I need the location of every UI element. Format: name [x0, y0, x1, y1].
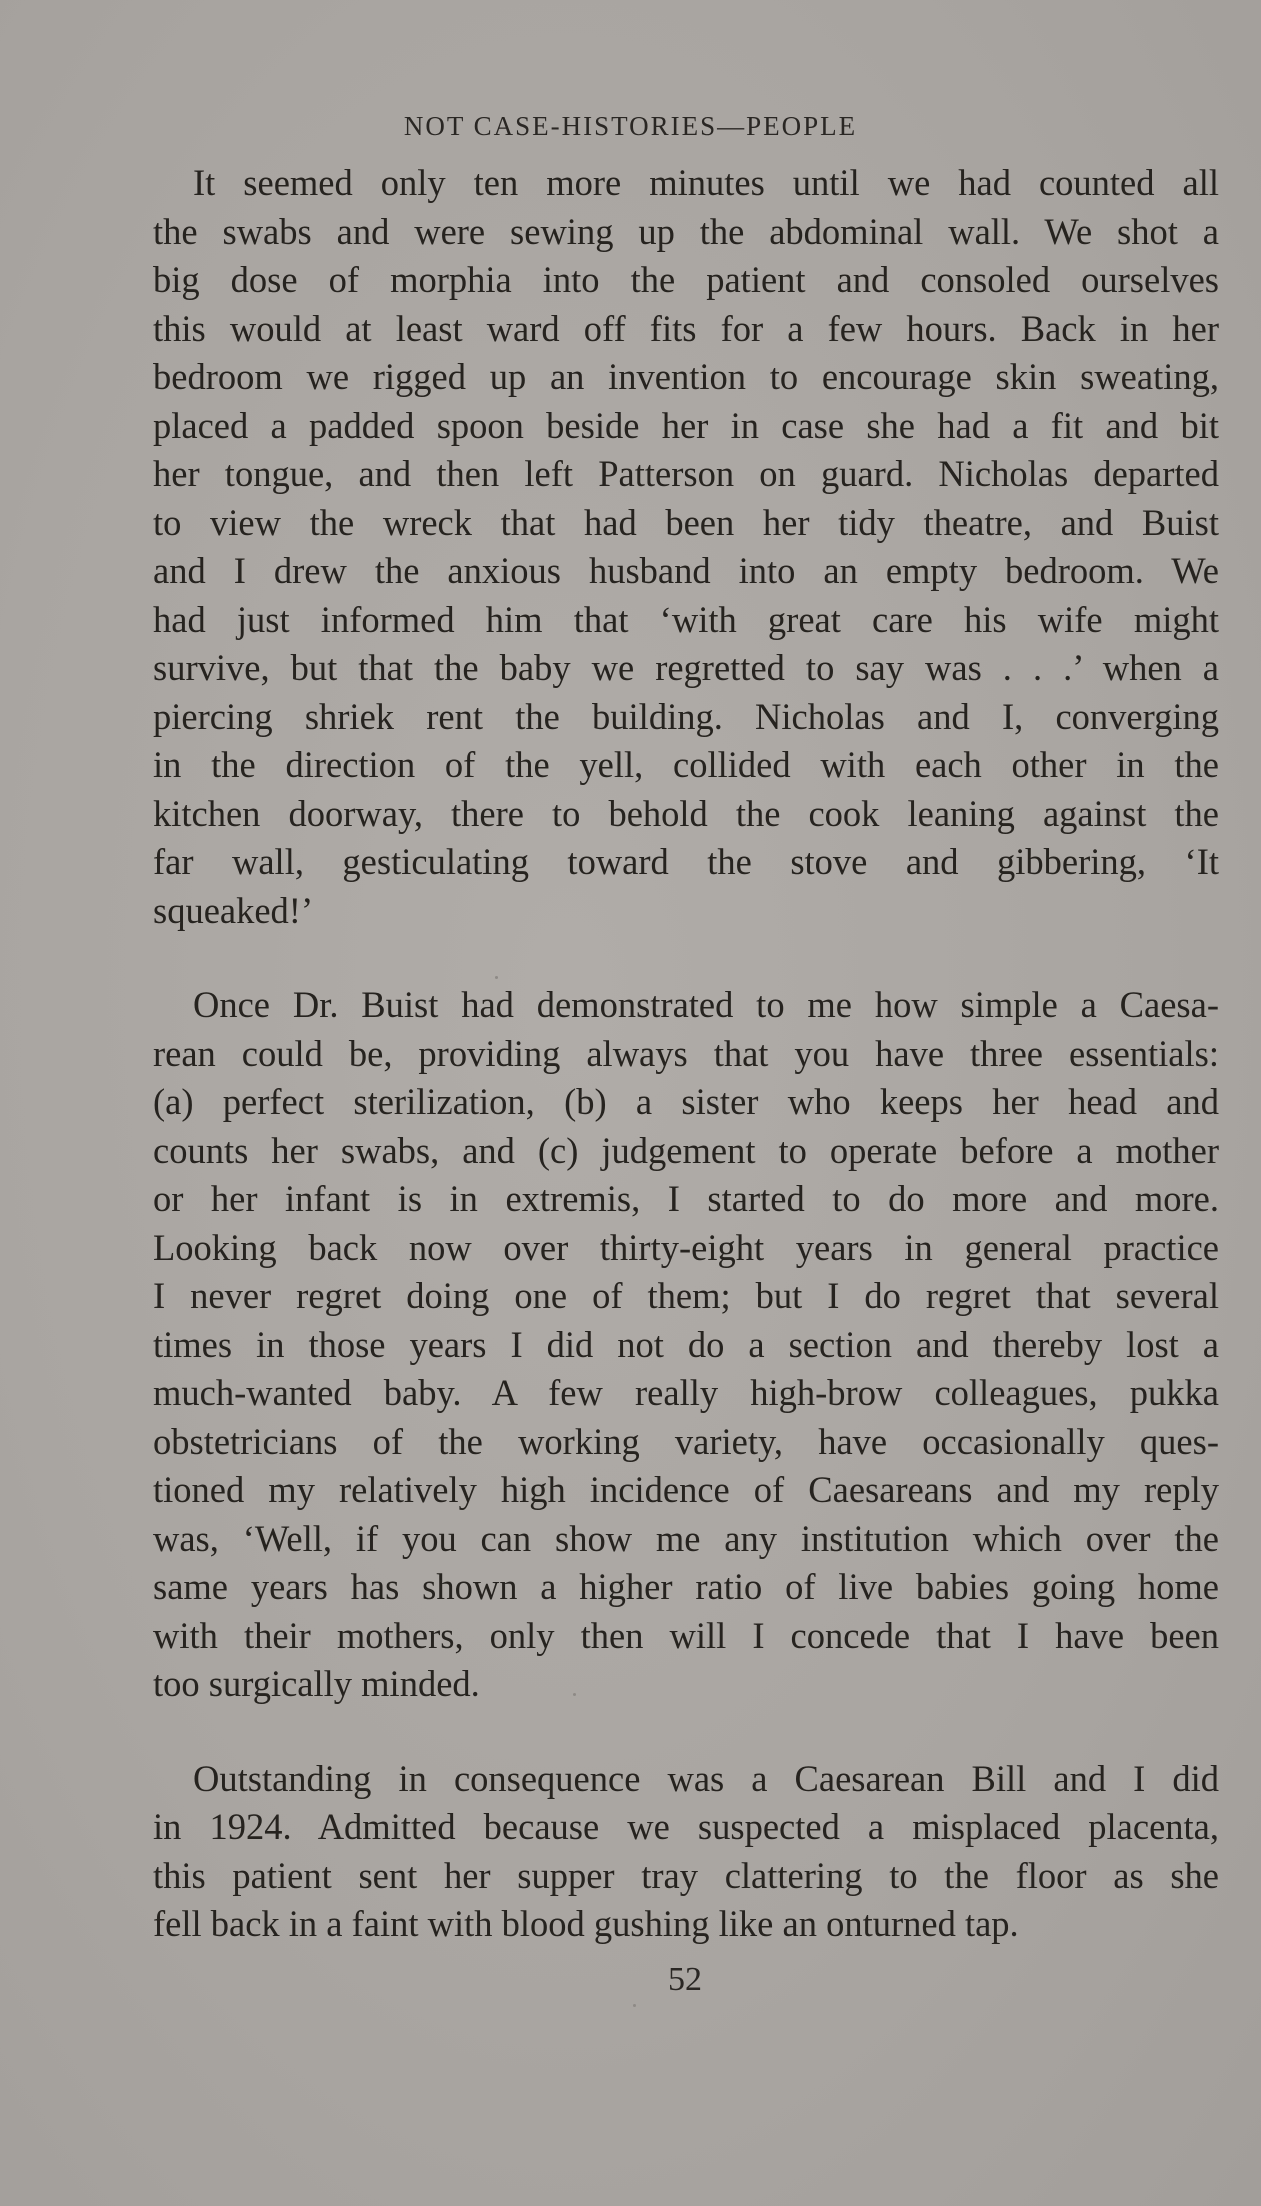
text-line: times in those years I did not do a section and thereby lost a: [153, 1323, 1219, 1365]
paragraph-3: [153, 1755, 1219, 1949]
text-line: obstetricians of the working variety, have occasionally ques-: [153, 1420, 1219, 1462]
paper-fleck: [495, 976, 498, 979]
text-line: or her infant is in extremis, I started to do more and more.: [153, 1178, 1219, 1219]
text-line: tioned my relatively high incidence of Caesareans and my reply: [153, 1469, 1219, 1510]
text-line: in the direction of the yell, collided with each other in the: [153, 744, 1219, 785]
text-line: to view the wreck that had been her tidy theatre, and Buist: [153, 501, 1219, 543]
paragraph-2: [153, 981, 1219, 1709]
text-line: with their mothers, only then will I concede that I have been: [153, 1614, 1219, 1656]
text-line: squeaked!’: [153, 889, 314, 931]
text-line: was, ‘Well, if you can show me any institution which over the: [153, 1517, 1219, 1559]
text-line: had just informed him that ‘with great care his wife might: [153, 598, 1219, 640]
text-line: placed a padded spoon beside her in case she had a fit and bit: [153, 404, 1219, 446]
text-line: (a) perfect sterilization, (b) a sister who keeps her head and: [153, 1081, 1219, 1122]
text-line: fell back in a faint with blood gushing like an onturned tap.: [153, 1903, 1019, 1944]
page-number: 52: [668, 1961, 702, 1998]
text-line: same years has shown a higher ratio of live babies going home: [153, 1566, 1219, 1607]
text-line: I never regret doing one of them; but I do regret that several: [153, 1275, 1219, 1316]
running-head: NOT CASE-HISTORIES—PEOPLE: [403, 111, 858, 141]
paper-fleck: [573, 1693, 576, 1696]
text-line: this patient sent her supper tray clattering to the floor as she: [153, 1854, 1219, 1896]
text-line: It seemed only ten more minutes until we had counted all: [193, 162, 1219, 203]
text-line: counts her swabs, and (c) judgement to operate before a mother: [153, 1129, 1219, 1171]
text-line: big dose of morphia into the patient and consoled ourselves: [153, 259, 1219, 300]
text-line: and I drew the anxious husband into an empty bedroom. We: [153, 550, 1219, 591]
text-line: bedroom we rigged up an invention to encourage skin sweating,: [153, 356, 1219, 397]
text-line: Looking back now over thirty-eight years in general practice: [153, 1226, 1219, 1268]
body-text: [153, 159, 1219, 1949]
text-line: Outstanding in consequence was a Caesarean Bill and I did: [193, 1757, 1219, 1799]
text-line: far wall, gesticulating toward the stove and gibbering, ‘It: [153, 841, 1219, 882]
text-line: piercing shriek rent the building. Nicholas and I, converging: [153, 695, 1219, 737]
text-line: the swabs and were sewing up the abdominal wall. We shot a: [153, 210, 1219, 252]
text-line: rean could be, providing always that you have three essentials:: [153, 1032, 1219, 1074]
text-line: in 1924. Admitted because we suspected a misplaced placenta,: [153, 1806, 1219, 1847]
text-line: too surgically minded.: [153, 1663, 480, 1704]
text-line: much-wanted baby. A few really high-brow colleagues, pukka: [153, 1372, 1219, 1413]
paragraph-1: [153, 159, 1219, 935]
text-line: this would at least ward off fits for a few hours. Back in her: [153, 307, 1219, 349]
paper-fleck: [633, 2004, 636, 2007]
text-line: her tongue, and then left Patterson on guard. Nicholas departed: [153, 453, 1219, 494]
text-line: Once Dr. Buist had demonstrated to me how simple a Caesa-: [193, 984, 1219, 1025]
text-line: survive, but that the baby we regretted to say was . . .’ when a: [153, 647, 1219, 688]
text-line: kitchen doorway, there to behold the cook leaning against the: [153, 792, 1219, 834]
